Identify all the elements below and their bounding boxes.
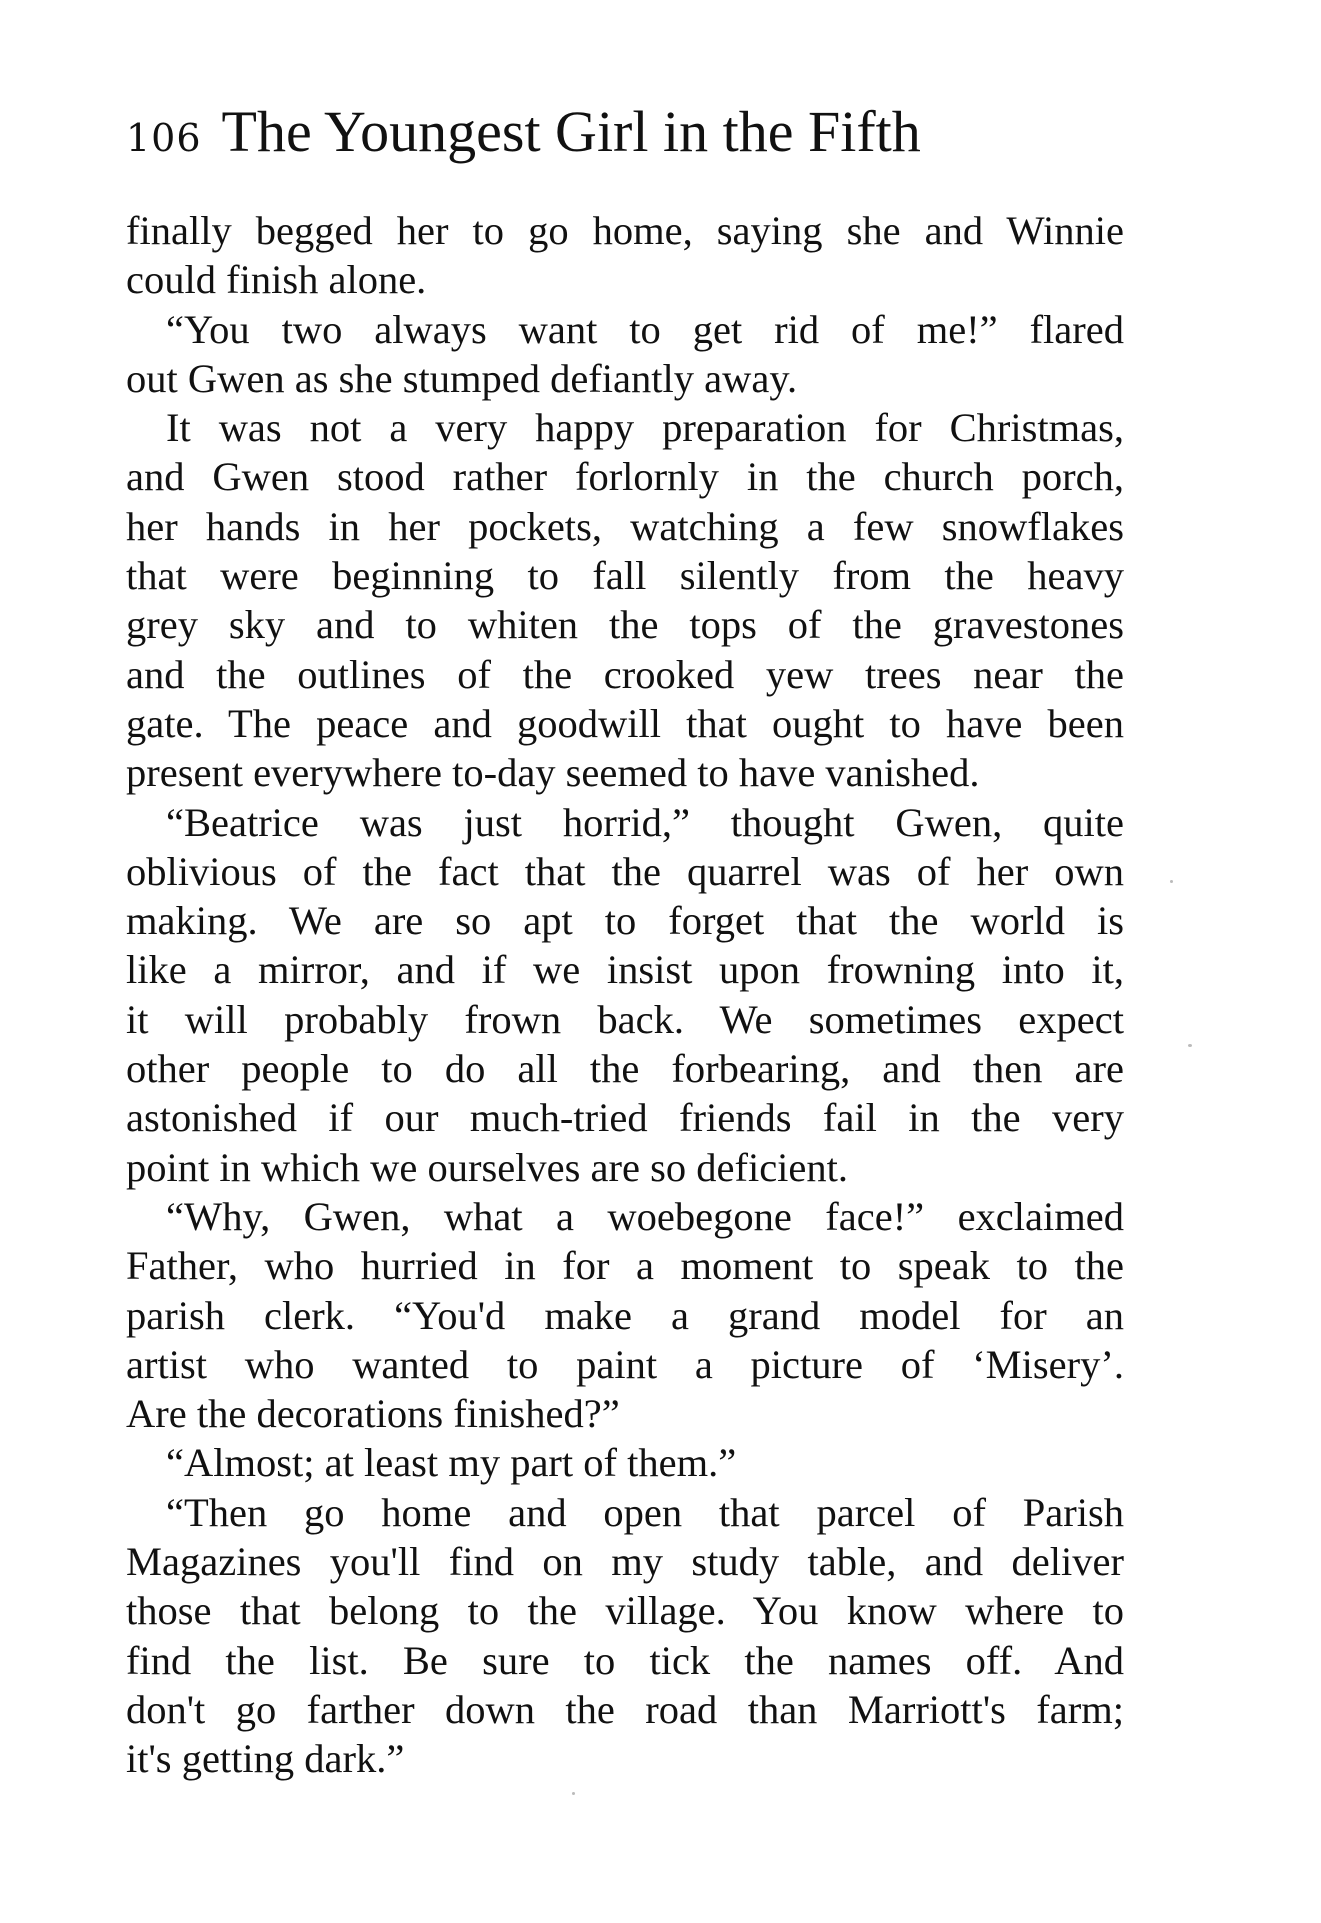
text-line: “You two always want to get rid of me!” flared [166, 306, 1124, 352]
text-line: point in which we ourselves are so deficient. [126, 1144, 849, 1190]
print-speck [1170, 880, 1173, 883]
text-line: oblivious of the fact that the quarrel was of her own [126, 848, 1124, 894]
print-speck [1188, 1044, 1192, 1047]
text-line: those that belong to the village. You know where to [126, 1588, 1124, 1634]
text-line: and the outlines of the crooked yew trees near the [126, 651, 1124, 697]
text-line: her hands in her pockets, watching a few snowflakes [126, 503, 1124, 549]
text-line: “Then go home and open that parcel of Parish [166, 1489, 1124, 1535]
text-line: “Why, Gwen, what a woebegone face!” exclaimed [166, 1193, 1124, 1239]
body-text [126, 206, 1124, 1784]
text-line: making. We are so apt to forget that the world is [126, 898, 1124, 944]
text-line: present everywhere to-day seemed to have vanished. [126, 750, 980, 796]
text-line: “Almost; at least my part of them.” [166, 1440, 737, 1486]
text-line: don't go farther down the road than Marriott's farm; [126, 1686, 1124, 1732]
text-line: other people to do all the forbearing, and then are [126, 1046, 1124, 1092]
text-line: that were beginning to fall silently from the heavy [126, 553, 1124, 599]
text-line: gate. The peace and goodwill that ought to have been [126, 700, 1124, 746]
print-speck [572, 1792, 575, 1795]
text-line: Father, who hurried in for a moment to speak to the [126, 1243, 1124, 1289]
text-line: astonished if our much-tried friends fail in the very [126, 1095, 1124, 1141]
text-line: Are the decorations finished?” [126, 1391, 620, 1437]
page-number: 106 [126, 116, 202, 160]
text-line: artist who wanted to paint a picture of ‘Misery’. [126, 1341, 1124, 1387]
text-line: it's getting dark.” [126, 1736, 405, 1782]
text-line: like a mirror, and if we insist upon frowning into it, [126, 947, 1124, 993]
text-line: grey sky and to whiten the tops of the gravestones [126, 602, 1124, 648]
text-line: “Beatrice was just horrid,” thought Gwen, quite [166, 799, 1124, 845]
text-line: parish clerk. “You'd make a grand model for an [126, 1292, 1124, 1338]
running-title: The Youngest Girl in the Fifth [221, 99, 921, 164]
text-line: and Gwen stood rather forlornly in the church porch, [126, 454, 1124, 500]
text-line: find the list. Be sure to tick the names off. And [126, 1637, 1124, 1683]
text-line: it will probably frown back. We sometimes expect [126, 996, 1124, 1042]
running-header [126, 98, 1126, 170]
text-line: It was not a very happy preparation for Christmas, [166, 405, 1124, 451]
text-line: finally begged her to go home, saying she and Winnie [126, 208, 1124, 253]
text-line: Magazines you'll find on my study table, and deliver [126, 1539, 1124, 1585]
text-line: out Gwen as she stumped defiantly away. [126, 355, 798, 401]
text-line: could finish alone. [126, 257, 427, 303]
